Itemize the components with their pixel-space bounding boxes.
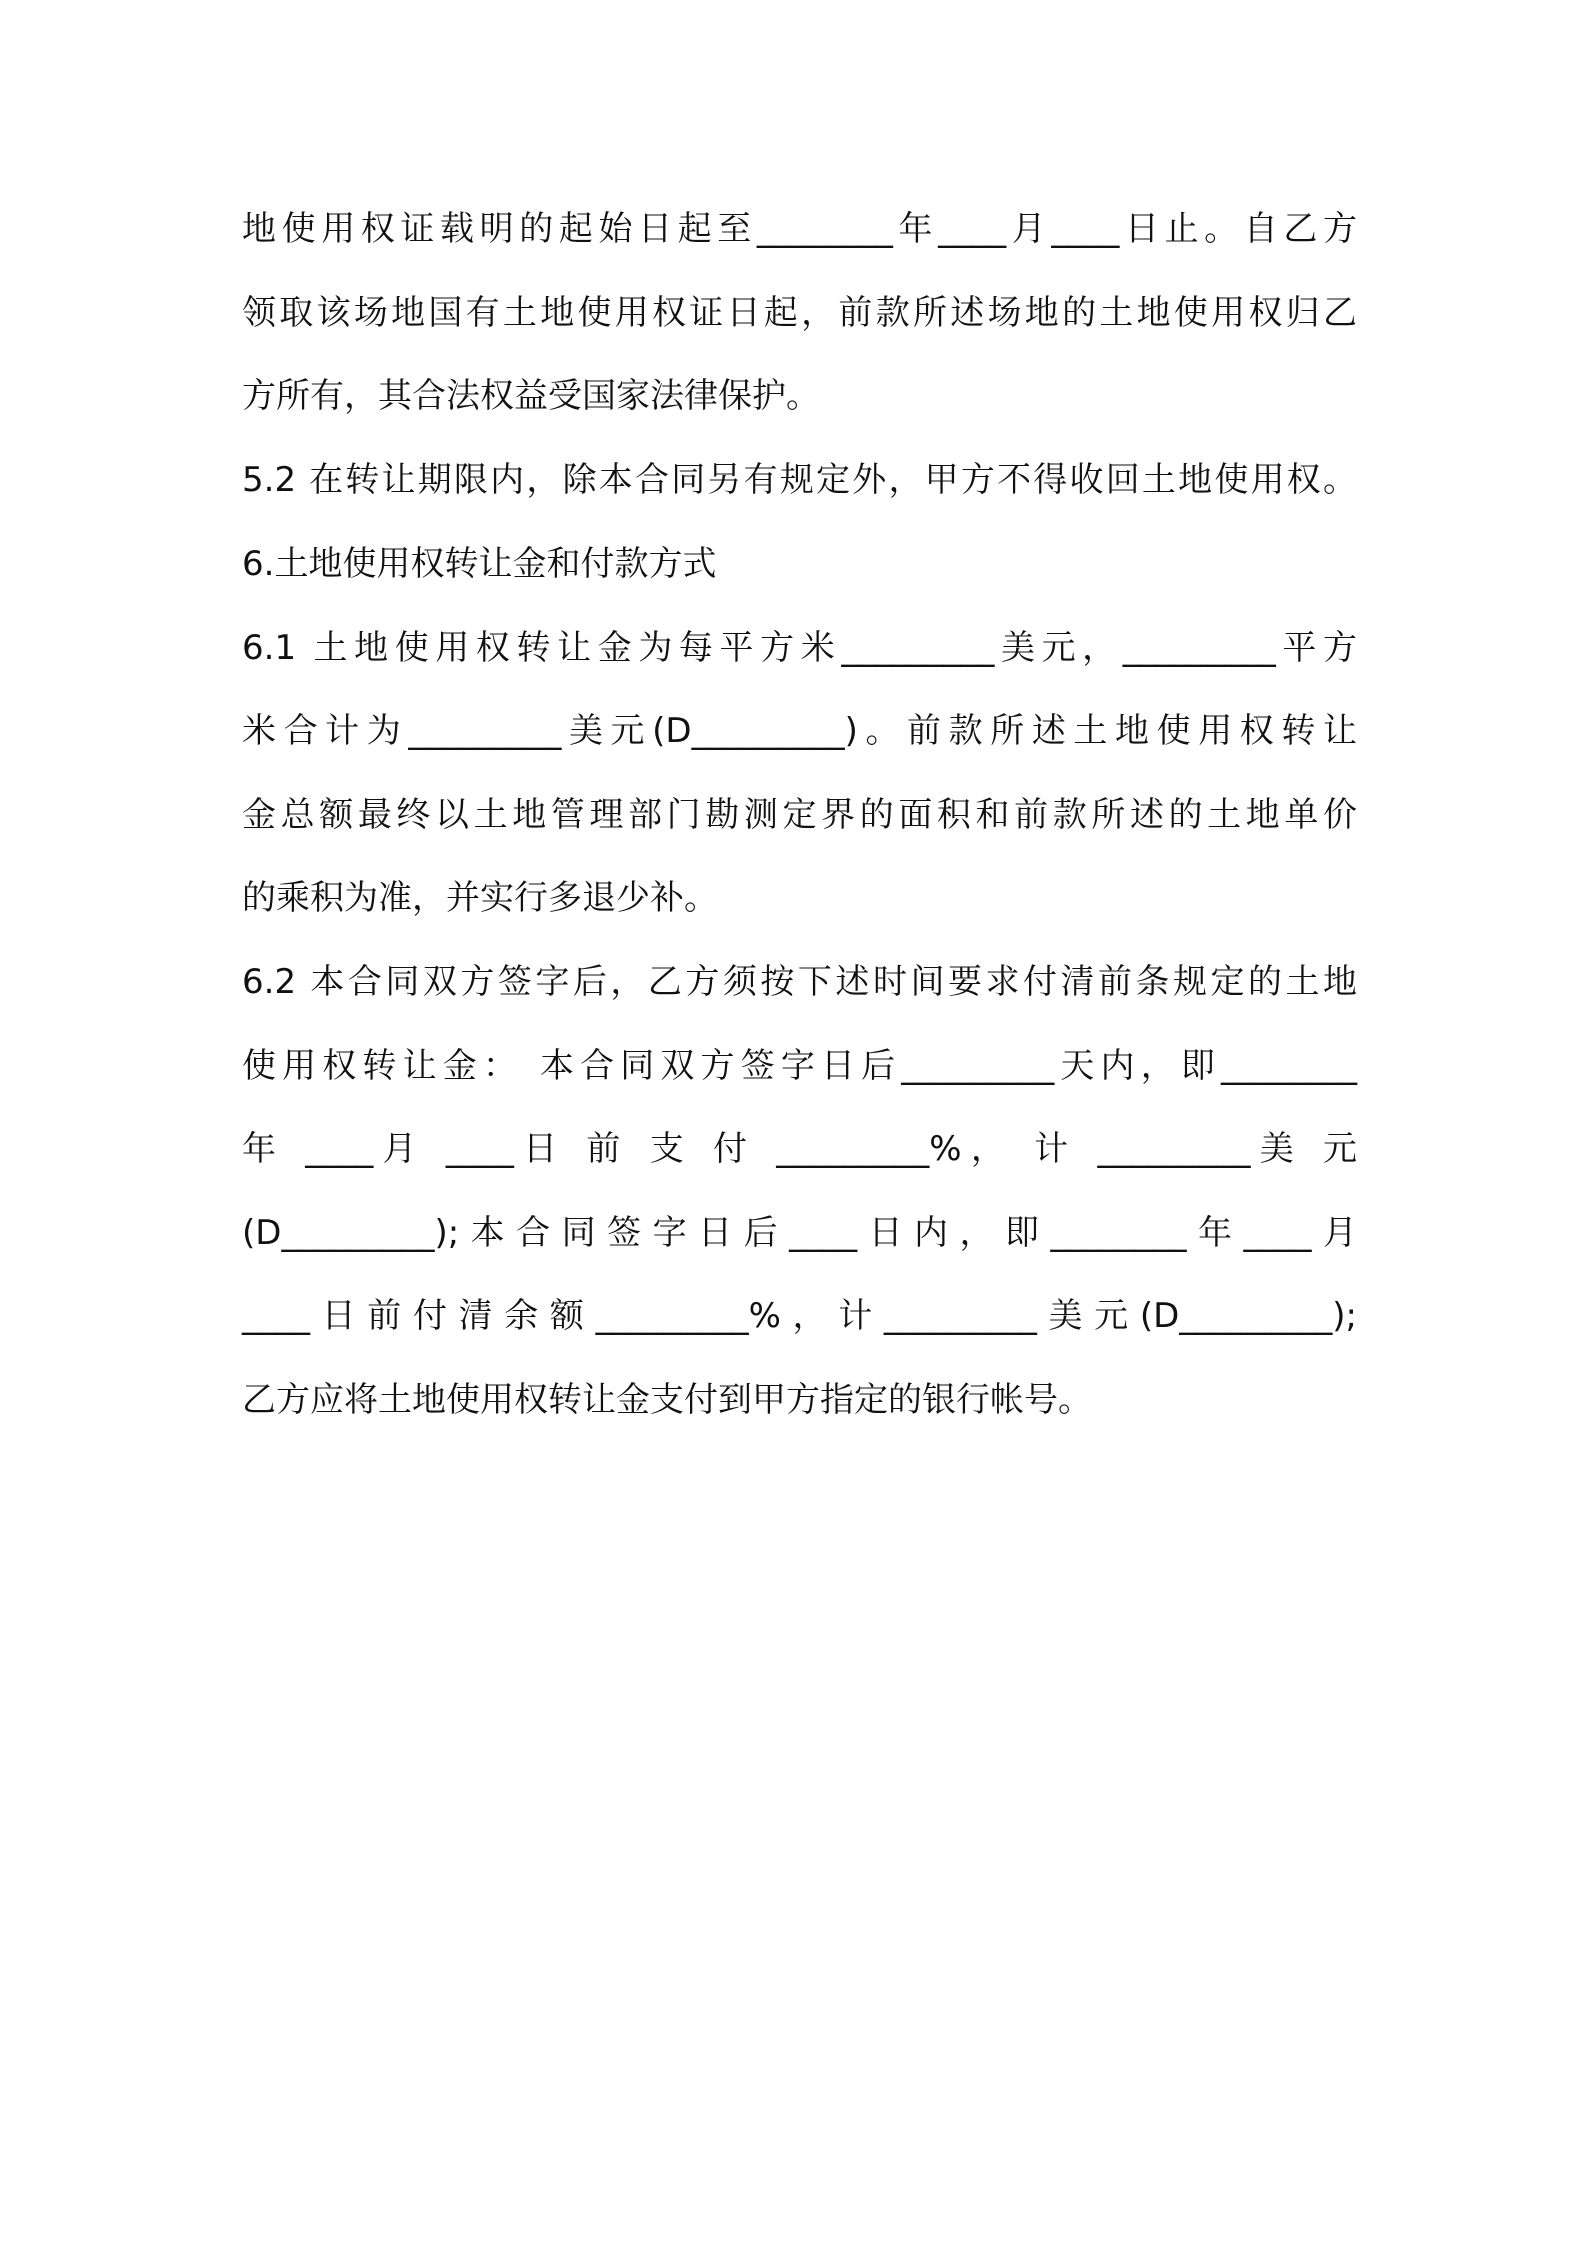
section-6-1: 6.1 土地使用权转让金为每平方米_________美元，_________平方 bbox=[242, 628, 1357, 668]
section-5-2: 5.2 在转让期限内，除本合同另有规定外，甲方不得收回土地使用权。 bbox=[242, 460, 1357, 500]
text-line: 年 ____月 ____日 前 支 付 _________%， 计 _________美 元 bbox=[242, 1129, 1357, 1169]
text-line: 领取该场地国有土地使用权证日起，前款所述场地的土地使用权归乙 bbox=[242, 293, 1357, 333]
text-line: 米合计为_________美元(D_________)。前款所述土地使用权转让 bbox=[242, 711, 1357, 751]
text-line: 的乘积为准，并实行多退少补。 bbox=[242, 878, 718, 918]
text-line: (D_________);本合同签字日后____日内，即________年____月 bbox=[242, 1213, 1357, 1253]
text-line: ____日前付清余额_________%，计_________美元(D_________); bbox=[242, 1296, 1357, 1336]
text-line: 乙方应将土地使用权转让金支付到甲方指定的银行帐号。 bbox=[242, 1380, 1092, 1420]
section-6-2: 6.2 本合同双方签字后，乙方须按下述时间要求付清前条规定的土地 bbox=[242, 962, 1357, 1002]
text-line: 地使用权证载明的起始日起至________年____月____日止。自乙方 bbox=[242, 209, 1357, 249]
text-line: 使用权转让金： 本合同双方签字日后_________天内，即________ bbox=[242, 1046, 1357, 1086]
section-6-heading: 6.土地使用权转让金和付款方式 bbox=[242, 544, 717, 584]
text-line: 方所有，其合法权益受国家法律保护。 bbox=[242, 376, 820, 416]
text-line: 金总额最终以土地管理部门勘测定界的面积和前款所述的土地单价 bbox=[242, 795, 1357, 835]
